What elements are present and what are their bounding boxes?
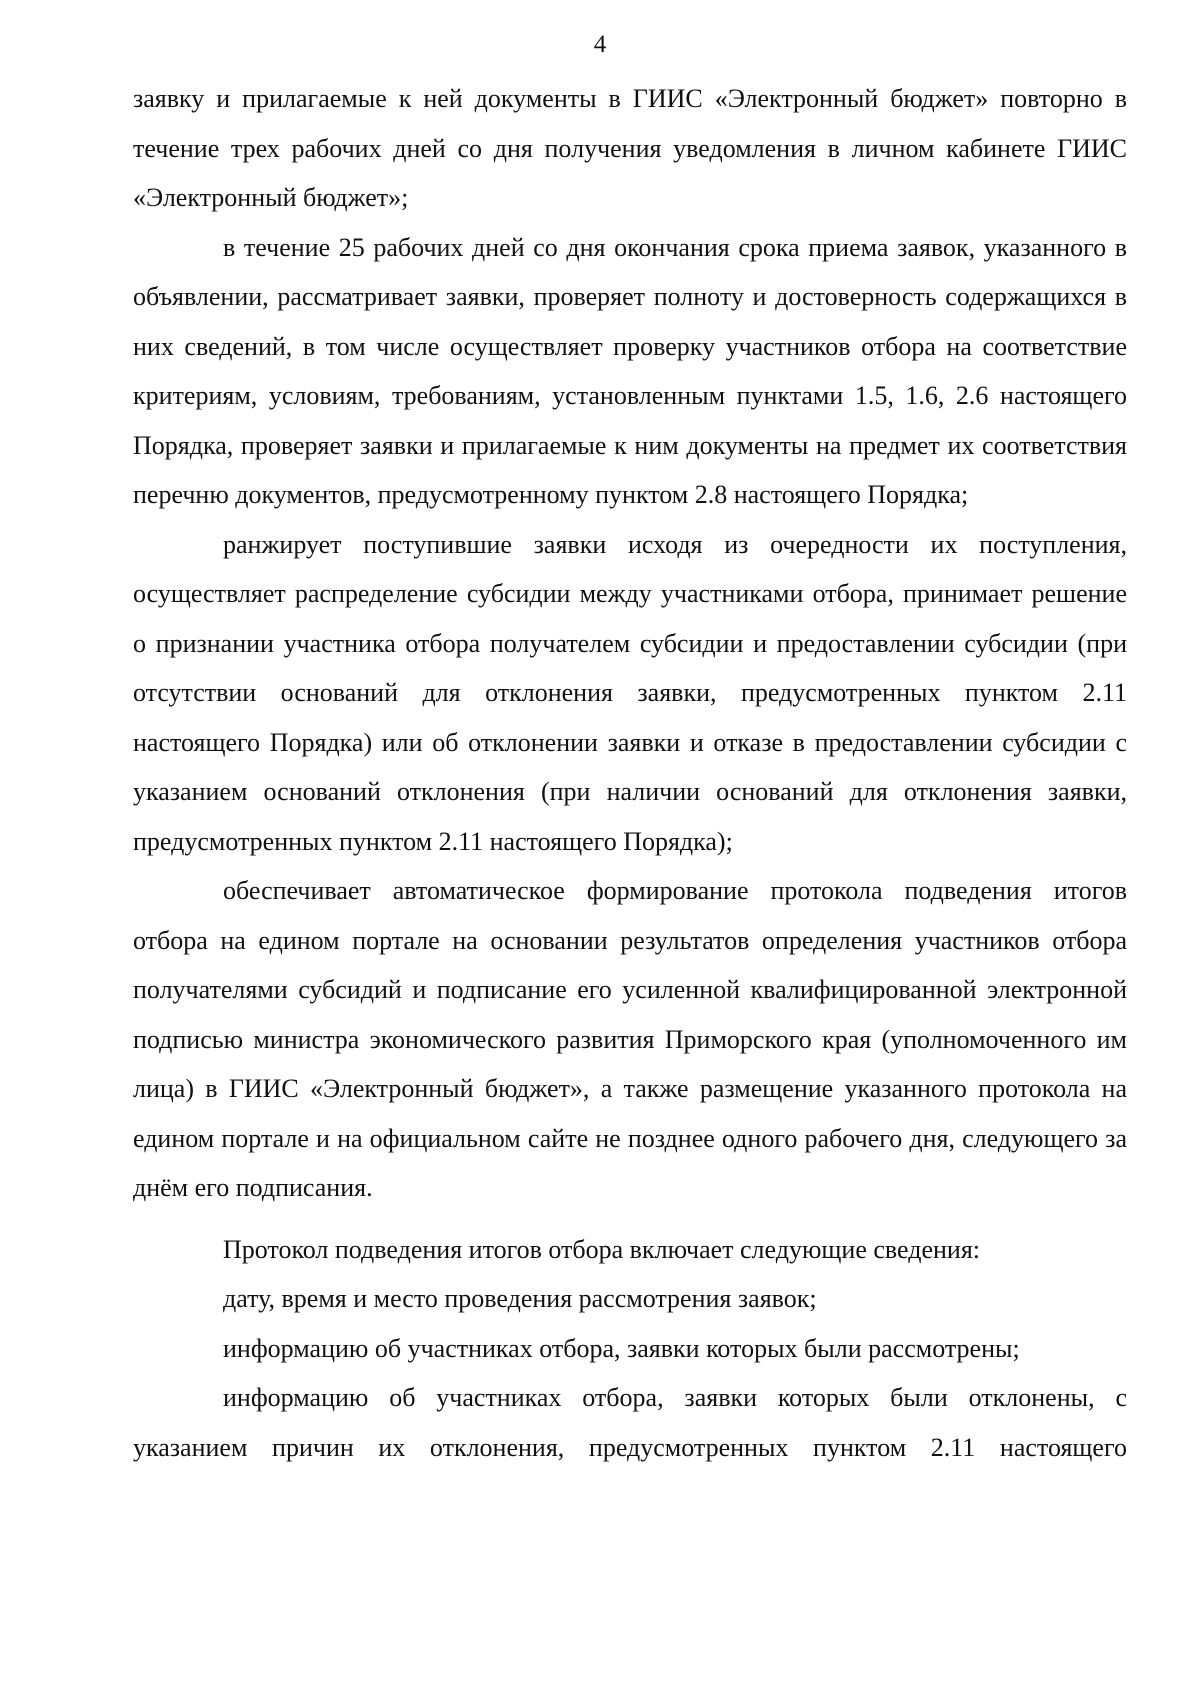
list-item-date-time-place: дату, время и место проведения рассмотрения заявок; [223,1284,817,1313]
document-body [133,74,1127,1472]
list-item-rejected-participants: информацию об участниках отбора, заявки которых были отклонены, с указанием причин их отклонения, предусмотренных пунктом 2.11 настоящего [133,1383,1127,1462]
paragraph-review-applications: в течение 25 рабочих дней со дня окончания срока приема заявок, указанного в объявлении, рассматривает заявки, проверяет полноту и достоверность содержащихся в них сведений, в том числе осуществляет проверку участников отбора на соответствие критериям, условиям, требованиям, установленным пунктами 1.5, 1.6, 2.6 настоящего Порядка, проверяет заявки и прилагаемые к ним документы на предмет их соответствия перечню документов, предусмотренному пунктом 2.8 настоящего Порядка; [133,232,1127,509]
paragraph-protocol-contents: Протокол подведения итогов отбора включает следующие сведения: [223,1234,980,1264]
page-number: 4 [593,31,607,58]
paragraph-ranking: ранжирует поступившие заявки исходя из очередности их поступления, осуществляет распределение субсидии между участниками отбора, принимает решение о признании участника отбора получателем субсидии и предоставлении субсидии (при отсутствии оснований для отклонения заявки, предусмотренных пунктом 2.11 настоящего Порядка) или об отклонении заявки и отказе в предоставлении субсидии с указанием оснований отклонения (при наличии оснований для отклонения заявки, предусмотренных пунктом 2.11 настоящего Порядка); [133,529,1127,856]
list-item-reviewed-participants: информацию об участниках отбора, заявки которых были рассмотрены; [223,1333,1020,1363]
paragraph-continuation: заявку и прилагаемые к ней документы в ГИИС «Электронный бюджет» повторно в течение трех рабочих дней со дня получения уведомления в личном кабинете ГИИС «Электронный бюджет»; [133,84,1127,212]
paragraph-protocol-formation: обеспечивает автоматическое формирование протокола подведения итогов отбора на едином портале на основании результатов определения участников отбора получателями субсидий и подписание его усиленной квалифицированной электронной подписью министра экономического развития Приморского края (уполномоченного им лица) в ГИИС «Электронный бюджет», а также размещение указанного протокола на едином портале и на официальном сайте не позднее одного рабочего дня, следующего за днём его подписания. [133,876,1127,1202]
